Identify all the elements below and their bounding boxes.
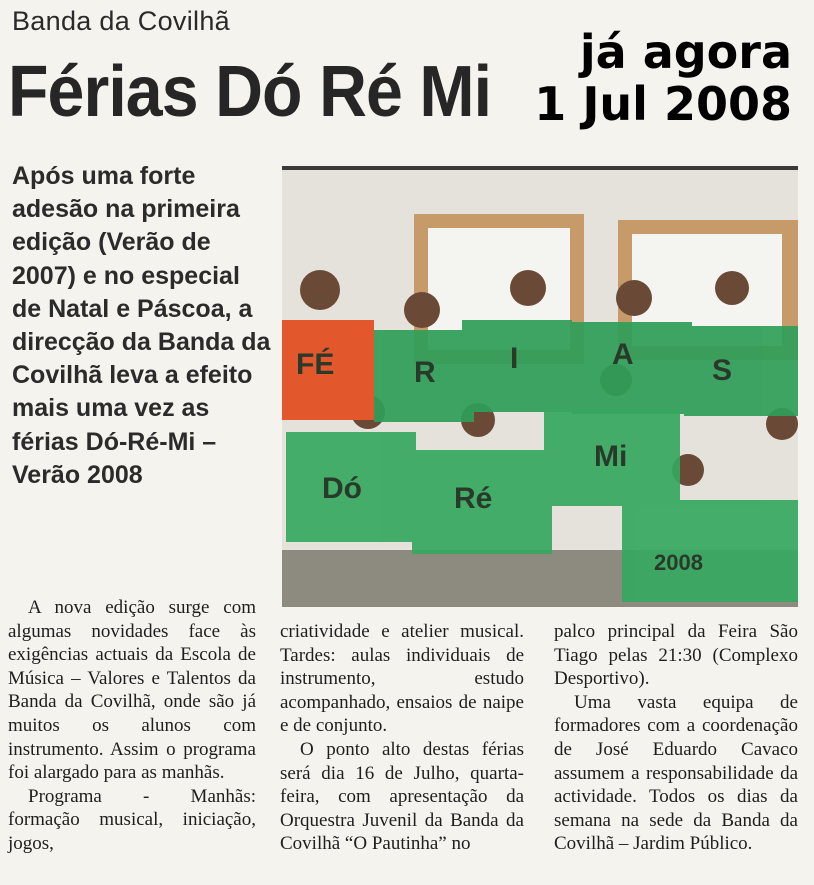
paragraph: palco principal da Feira São Tiago pelas 21:30 (Complexo Desportivo). [554, 621, 798, 690]
body-column-3 [554, 620, 798, 856]
paragraph: Programa - Manhãs: formação musical, iniciação, jogos, [8, 785, 256, 854]
lead-paragraph: Após uma forte adesão na primeira edição (Verão de 2007) e no especial de Natal e Páscoa, a direcção da Banda da Covilhã leva a efeito mais uma vez as férias Dó-Ré-Mi – Verão 2008 [12, 162, 271, 489]
body-column-1 [8, 596, 256, 856]
paragraph: criatividade e atelier musical. Tardes: aulas individuais de instrumento, estudo acompanhado, ensaios de naipe e de conjunto. [280, 621, 524, 737]
group-photo [282, 166, 798, 607]
date-stamp [534, 26, 792, 130]
banner-letter: I [510, 342, 519, 375]
banner-year: 2008 [654, 550, 703, 575]
banner-word: Dó [322, 472, 362, 505]
headline: Férias Dó Ré Mi [8, 52, 492, 132]
paragraph: O ponto alto destas férias será dia 16 de Julho, quarta-feira, com apresentação da Orquestra Juvenil da Banda da Covilhã “O Pautinha” no [280, 738, 524, 855]
photo-illustration [282, 170, 798, 607]
paragraph: Uma vasta equipa de formadores com a coordenação de José Eduardo Cavaco assumem a responsabilidade da actividade. Todos os dias da semana na sede da Banda da Covilhã – Jardim Público. [554, 691, 798, 855]
banner-letter: S [712, 354, 733, 387]
banner-word: Mi [594, 440, 628, 473]
banner-word: Ré [454, 482, 493, 515]
body-column-2 [280, 620, 524, 856]
section-kicker: Banda da Covilhã [12, 6, 230, 36]
stamp-line-2: 1 Jul 2008 [534, 77, 792, 131]
stamp-line-1: já agora [579, 25, 792, 79]
paragraph: A nova edição surge com algumas novidades face às exigências actuais da Escola de Música – Valores e Talentos da Banda da Covilhã, onde são já muitos os alunos com instrumento. Assim o programa foi alargado para as manhãs. [8, 597, 256, 784]
banner-letter: A [612, 338, 634, 371]
banner-letter: R [414, 356, 436, 389]
banner-letter: FÉ [296, 348, 335, 381]
